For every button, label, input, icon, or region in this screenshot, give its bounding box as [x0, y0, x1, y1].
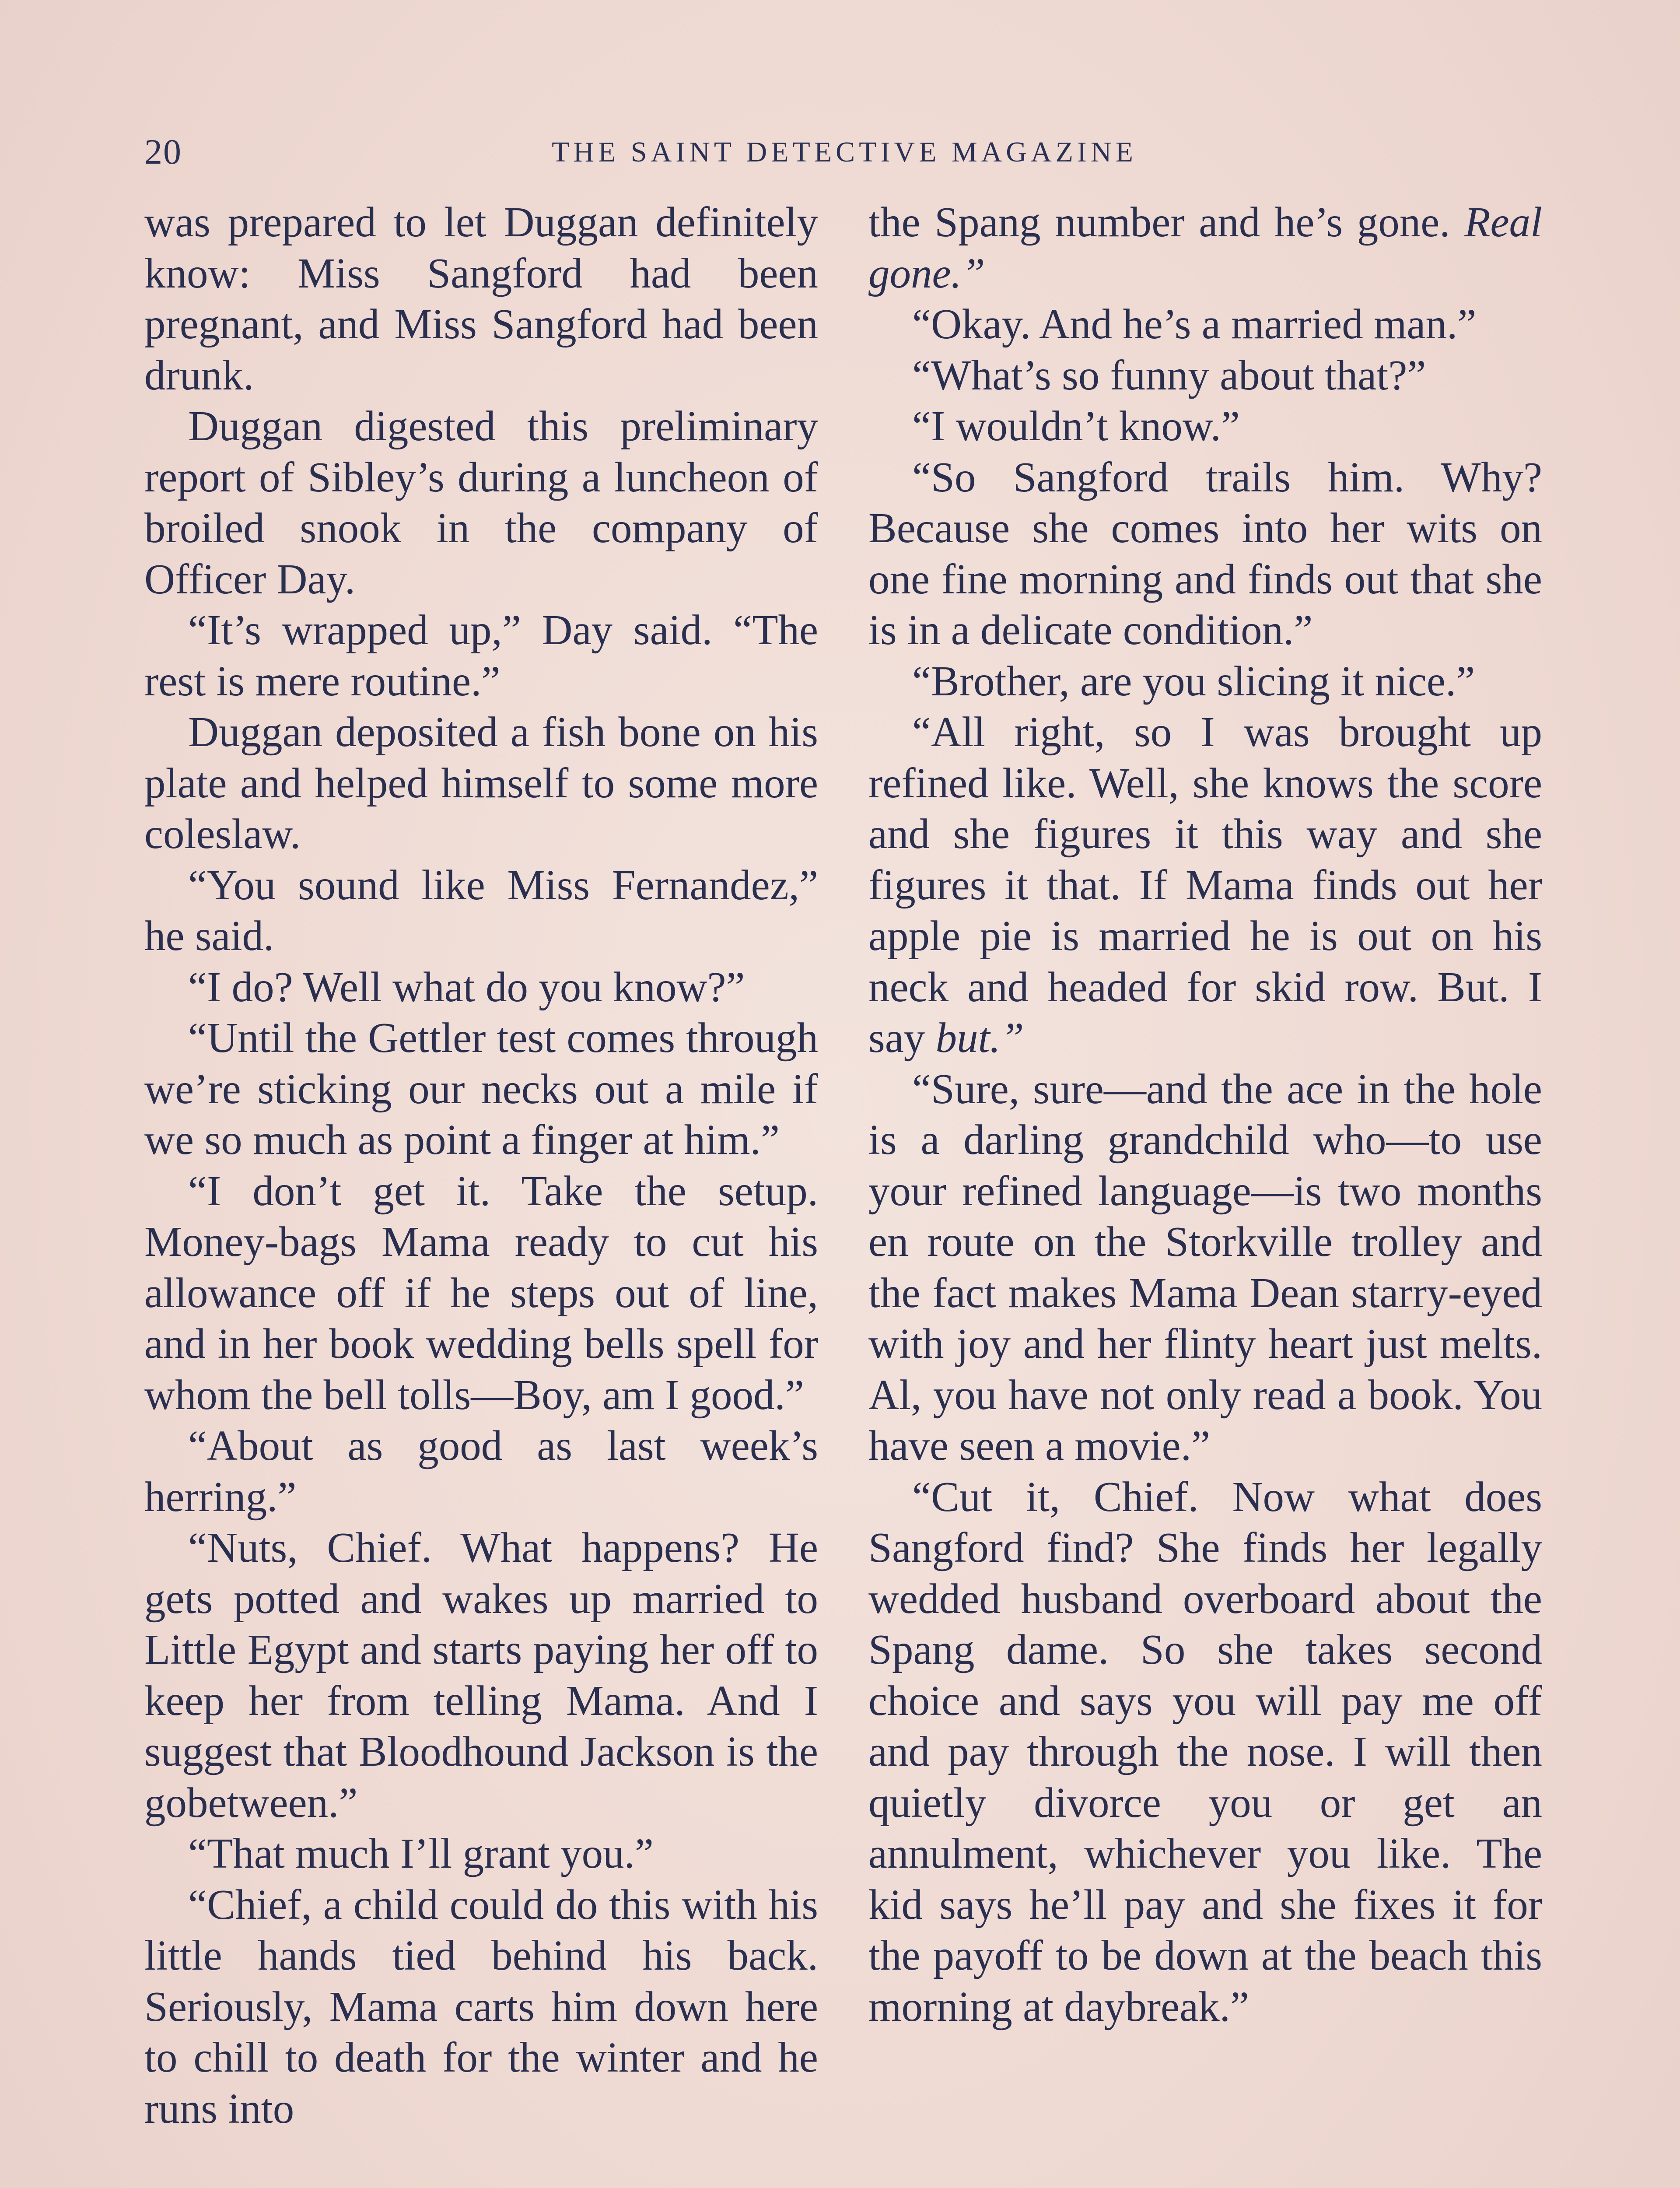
paragraph: “Chief, a child could do this with his little hands tied behind his back. Seriously, Mama carts him down here to chill to death for the winter and he runs into — [144, 1881, 818, 2132]
paragraph: was prepared to let Duggan definitely know: Miss Sangford had been pregnant, and Miss Sangford had been drunk. — [144, 199, 818, 399]
running-title: THE SAINT DETECTIVE MAGAZINE — [552, 136, 1137, 168]
paragraph: Duggan deposited a fish bone on his plate and helped himself to some more coleslaw. — [144, 708, 818, 857]
paragraph: “Sure, sure—and the ace in the hole is a darling grandchild who—to use your refined language—is two months en route on the Storkville trolley and the fact makes Mama Dean starry-eyed with joy and her flinty heart just melts. Al, you have not only read a book. You have seen a movie.” — [868, 1065, 1542, 1469]
left-column — [144, 197, 818, 2134]
paragraph: “About as good as last week’s herring.” — [144, 1422, 818, 1520]
right-column — [868, 197, 1542, 2032]
paragraph: “So Sangford trails him. Why? Because she comes into her wits on one fine morning and finds out that she is in a delicate condition.” — [868, 453, 1542, 653]
paragraph: “Until the Gettler test comes through we’re sticking our necks out a mile if we so much as point a finger at him.” — [144, 1014, 818, 1163]
paragraph — [868, 707, 1542, 1064]
paragraph: “That much I’ll grant you.” — [188, 1830, 654, 1877]
paragraph — [868, 197, 1542, 299]
paragraph-text: the Spang number and he’s gone. — [868, 199, 1450, 245]
paragraph: Duggan digested this preliminary report of Sibley’s during a luncheon of broiled snook in the company of Officer Day. — [144, 403, 818, 603]
italic-text: Real gone.” — [868, 199, 1542, 297]
paragraph: “Okay. And he’s a married man.” — [912, 301, 1477, 347]
paragraph: “Cut it, Chief. Now what does Sangford find? She finds her legally wedded husband overboard about the Spang dame. So she takes second choice and says you will pay me off and pay through the nose. I will then quietly divorce you or get an annulment, whichever you like. The kid says he’ll pay and she fixes it for the payoff to be down at the beach this morning at daybreak.” — [868, 1473, 1542, 2030]
paragraph: “What’s so funny about that?” — [912, 351, 1426, 399]
italic-text: but.” — [935, 1014, 1024, 1061]
paragraph: “Brother, are you slicing it nice.” — [912, 657, 1475, 705]
paragraph: “I don’t get it. Take the setup. Money-bags Mama ready to cut his allowance off if he steps out of line, and in her book wedding bells spell for whom the bell tolls—Boy, am I good.” — [144, 1167, 818, 1418]
paragraph: “It’s wrapped up,” Day said. “The rest is mere routine.” — [144, 607, 818, 705]
paragraph: “Nuts, Chief. What happens? He gets potted and wakes up married to Little Egypt and starts paying her off to keep her from telling Mama. And I suggest that Bloodhound Jackson is the gobetween.” — [144, 1524, 818, 1826]
page-number: 20 — [144, 132, 182, 172]
paragraph: “I wouldn’t know.” — [912, 403, 1240, 449]
paragraph: “I do? Well what do you know?” — [188, 963, 745, 1010]
paragraph-text: “All right, so I was brought up refined like. Well, she knows the score and she figures it this way and she figures it that. If Mama finds out her apple pie is married he is out on his neck and headed for skid row. But. I say — [868, 708, 1542, 1061]
page-header — [144, 131, 1544, 179]
paragraph: “You sound like Miss Fernandez,” he said. — [144, 861, 818, 959]
